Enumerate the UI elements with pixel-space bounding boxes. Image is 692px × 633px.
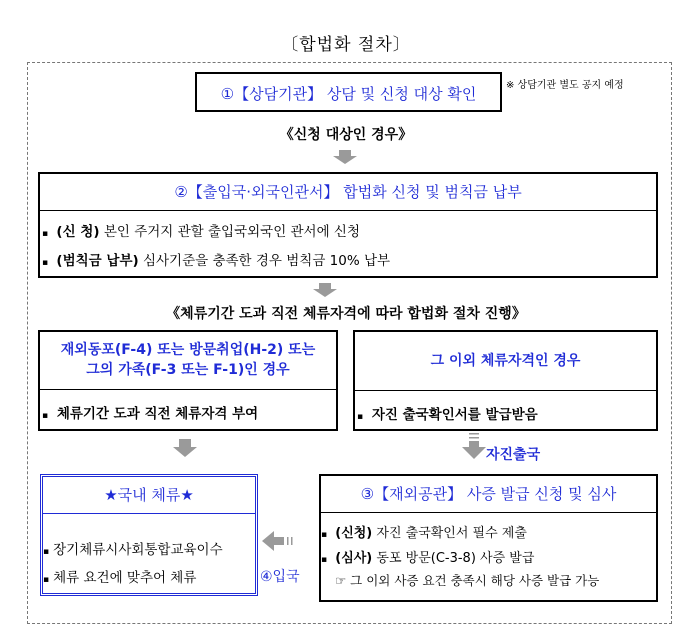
domestic-line-1: ▪ 장기체류시사회통합교육이수 (43, 538, 255, 558)
step3-line-1: ▪ (신청) 자진 출국확인서 필수 제출 (321, 522, 656, 541)
left-box (38, 330, 338, 431)
step2-line-1: ▪ (신 청) 본인 주거지 관할 출입국외국인 관서에 신청 (42, 220, 656, 240)
right-box-line: ▪ 자진 출국확인서를 발급받음 (357, 403, 656, 423)
step2-box (38, 172, 658, 278)
step1-note: ※ 상담기관 별도 공지 예정 (506, 80, 624, 91)
right-box (353, 330, 658, 431)
step3-line-2: ▪ (심사) 동포 방문(C-3-8) 사증 발급 (321, 547, 656, 566)
step2-label: ②【출입국·외국인관서】 합법화 신청 및 범칙금 납부 (40, 174, 656, 211)
arrow-down-icon (462, 433, 486, 459)
domestic-box (40, 474, 258, 596)
right-box-header: 그 이외 체류자격인 경우 (355, 332, 656, 391)
arrow-down-icon (173, 439, 197, 457)
arrow-left-icon (262, 531, 296, 551)
step1-box (195, 72, 502, 112)
mid-label-1: 《신청 대상인 경우》 (279, 127, 413, 143)
step2-line-2: ▪ (범칙금 납부) 심사기준을 충족한 경우 범칙금 10% 납부 (42, 249, 656, 269)
self-departure-label: 자진출국 (486, 447, 541, 463)
step3-label: ③【재외공관】 사증 발급 신청 및 심사 (321, 476, 656, 513)
arrow-down-icon (333, 150, 357, 164)
step3-box (319, 474, 658, 602)
left-box-header: 재외동포(F-4) 또는 방문취업(H-2) 또는 그의 가족(F-3 또는 F-1)인 경우 (40, 332, 336, 390)
left-box-line: ▪ 체류기간 도과 직전 체류자격 부여 (42, 402, 336, 422)
domestic-header: ★국내 체류★ (43, 477, 255, 514)
entry-label: ④입국 (260, 569, 300, 585)
arrow-down-icon (313, 283, 337, 297)
domestic-line-2: ▪ 체류 요건에 맞추어 체류 (43, 566, 255, 586)
mid-label-2: 《체류기간 도과 직전 체류자격에 따라 합법화 절차 진행》 (166, 306, 526, 322)
diagram-title: 〔합법화 절차〕 (281, 35, 411, 55)
step1-label: ①【상담기관】 상담 및 신청 대상 확인 (220, 85, 477, 103)
step3-sub: ☞ 그 이외 사증 요건 충족시 해당 사증 발급 가능 (335, 573, 600, 588)
